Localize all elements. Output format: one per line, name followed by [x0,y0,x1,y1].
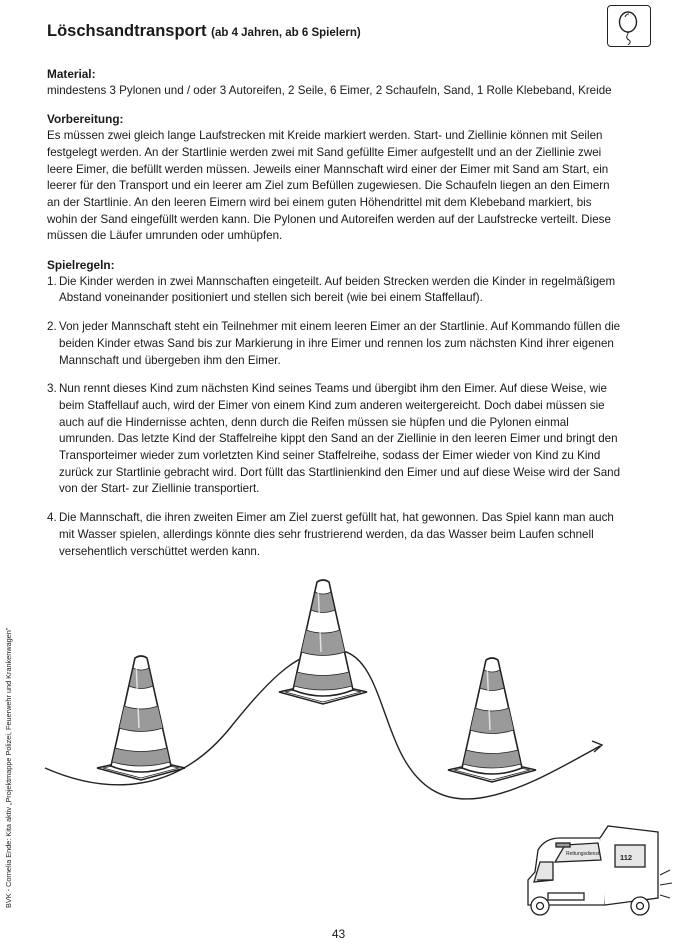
ambulance-number: 112 [620,853,633,862]
ambulance-drawing [528,826,658,915]
rule-number: 2. [47,320,57,334]
preparation-heading: Vorbereitung: [47,112,124,127]
ambulance-label: Rettungsdienst [566,851,600,857]
material-heading: Material: [47,67,96,81]
material-text: mindestens 3 Pylonen und / oder 3 Autoreifen, 2 Seile, 6 Eimer, 2 Schaufeln, Sand, 1 Rolle Klebeband, Kreide [47,83,612,97]
traffic-cone-left [97,656,185,780]
rules-heading: Spielregeln: [47,258,115,273]
title-subtitle: (ab 4 Jahren, ab 6 Spielern) [211,27,361,39]
motion-lines [660,870,672,898]
preparation-text: Es müssen zwei gleich lange Laufstrecken mit Kreide markiert werden. Start- und Ziellinie können mit Seilen festgelegt werden. An der Startlinie werden zwei mit Sand gefüllte Eimer aufgestellt und an der Ziellinie zwei leere Eimer, die befüllt werden müssen. Jeweils einer Mannschaft wird einer der Eimer mit Sand am Start, ein leerer für den Transport und ein leerer am Ziel zum Befüllen zugewiesen. Die Schaufeln liegen an den Eimern an der Startlinie. An den leeren Eimern wird bei einem guten Höhendrittel mit dem Klebeband markiert, bis wohin der Sand eingefüllt werden kann. Die Pylonen und Autoreifen werden auf der Laufstrecke verteilt. Diese müssen die Läufer umrunden oder umhüpfen. [47,129,611,243]
rule-text: Die Kinder werden in zwei Mannschaften eingeteilt. Auf beiden Strecken werden die Kinder in regelmäßigem Abstand voneinander positioniert und stellen sich bereit (wie bei einem Staffellauf). [59,274,616,305]
rule-number: 3. [47,382,57,396]
rule-text: Nun rennt dieses Kind zum nächsten Kind seines Teams und übergibt ihm den Eimer. Auf diese Weise, wie beim Staffellauf auch, wird der Eimer von einem Kind zum anderen weitergereicht. Doch dabei müssen sie auch auf die Hindernisse achten, denn durch die Reifen müssen sie hüpfen und die Pylonen einmal umrunden. Das letzte Kind der Staffelreihe kippt den Sand an der Ziellinie in den leeren Eimer und bringt den Transporteimer wieder zum vorletzten Kind seiner Staffelreihe, sodass der Eimer wieder von Kind zu Kind zurück zur Startlinie gebracht wird. Dort füllt das Startlinienkind den Eimer und auf diese Weise wird der Sand von der Start- zur Ziellinie transportiert. [59,382,621,496]
title-main: Löschsandtransport [47,22,207,40]
copyright-sidebar: BVK - Cornelia Ende: Kita aktiv „Projektmappe Polizei, Feuerwehr und Krankenwagen" [4,627,13,908]
page-number: 43 [331,927,346,941]
traffic-cone-middle [279,580,367,704]
rule-number: 1. [47,274,57,288]
traffic-cone-right [448,658,536,782]
rule-text: Die Mannschaft, die ihren zweiten Eimer am Ziel zuerst gefüllt hat, hat gewonnen. Das Spiel kann man auch mit Wasser spielen, allerdings könnte dies sehr frustrierend werden, da das Wasser beim Laufen schnell versehentlich verschüttet werden kann. [59,511,614,558]
rule-text: Von jeder Mannschaft steht ein Teilnehmer mit einem leeren Eimer an der Startlinie. Auf Kommando füllen die beiden Kinder etwas Sand bis zur Markierung in ihre Eimer und rennen los zum nächsten Kind ihrer eigenen Mannschaft und übergeben ihm den Eimer. [59,320,621,367]
rule-number: 4. [47,511,57,525]
